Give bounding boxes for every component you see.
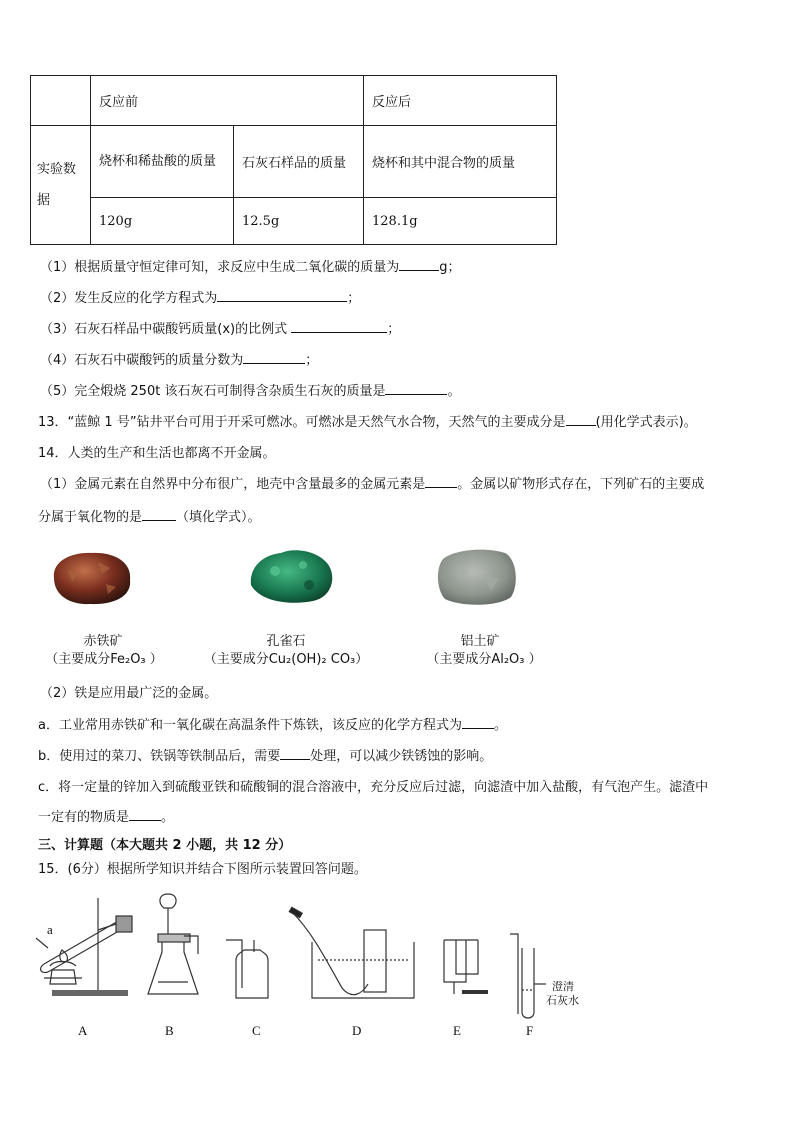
apparatus-b-flask [148, 894, 198, 994]
malachite-image [247, 545, 337, 607]
table-value-2: 12.5g [234, 198, 364, 245]
table-col-beaker-mixture: 烧杯和其中混合物的质量 [364, 126, 557, 198]
table-value-1: 120g [91, 198, 234, 245]
table-row-label: 实验数据 [31, 126, 91, 245]
experiment-data-table [30, 75, 557, 245]
question-14-title: 14．人类的生产和生活也都离不开金属。 [38, 446, 276, 461]
question-15: 15．(6分）根据所学知识并结合下图所示装置回答问题。 [38, 862, 367, 877]
q12-part2: （2）发生反应的化学方程式为 ； [40, 291, 361, 306]
mineral-name-hematite: 赤铁矿 [83, 634, 123, 649]
table-header-after: 反应后 [364, 76, 557, 126]
q12-part4: （4）石灰石中碳酸钙的质量分数为 ； [40, 353, 319, 368]
answer-blank[interactable] [385, 382, 447, 395]
q14-part2-c-line1: c．将一定量的锌加入到硫酸亚铁和硫酸铜的混合溶液中，充分反应后过滤，向滤渣中加入盐酸，有气泡产生。滤渣中 [38, 780, 709, 795]
q12-part3: （3）石灰石样品中碳酸钙质量(x)的比例式 ； [40, 322, 401, 337]
mineral-formula-bauxite: （主要成分Al₂O₃ ） [426, 652, 542, 667]
answer-blank[interactable] [142, 508, 176, 521]
limewater-label-1: 澄清 [552, 980, 574, 993]
q14-part2-b: b．使用过的菜刀、铁锅等铁制品后，需要 处理，可以减少铁锈蚀的影响。 [38, 749, 493, 764]
answer-blank[interactable] [291, 320, 387, 333]
table-header-before: 反应前 [91, 76, 364, 126]
answer-blank[interactable] [217, 289, 347, 302]
mineral-formula-hematite: （主要成分Fe₂O₃ ） [45, 652, 163, 667]
answer-blank[interactable] [425, 475, 457, 488]
apparatus-label-f: F [526, 1023, 534, 1038]
apparatus-figure [30, 890, 570, 1040]
question-13: 13．“蓝鲸 1 号”钻井平台可用于开采可燃冰。可燃冰是天然气水合物，天然气的主要成分是 (用化学式表示)。 [38, 415, 697, 430]
answer-blank[interactable] [462, 716, 494, 729]
apparatus-d-water-trough [289, 907, 414, 998]
section-heading: 三、计算题（本大题共 2 小题，共 12 分） [38, 838, 292, 853]
q14-part2-c-line2: 一定有的物质是 。 [38, 810, 175, 825]
apparatus-label-a: A [78, 1023, 88, 1038]
q12-part1: （1）根据质量守恒定律可知，求反应中生成二氧化碳的质量为 g； [40, 260, 461, 275]
table-col-limestone: 石灰石样品的质量 [234, 126, 364, 198]
apparatus-c-gas-bottle [226, 940, 268, 998]
apparatus-label-b: B [165, 1023, 174, 1038]
apparatus-f-limewater-tube [510, 934, 546, 1018]
apparatus-mark-a: a [47, 922, 53, 937]
bauxite-image [435, 545, 519, 609]
table-col-beaker-acid: 烧杯和稀盐酸的质量 [91, 126, 234, 198]
q14-part1-line2: 分属于氧化物的是 （填化学式）。 [38, 510, 261, 525]
apparatus-a-heating-setup [36, 898, 132, 996]
answer-blank[interactable] [129, 808, 161, 821]
q14-part2-a: a．工业常用赤铁矿和一氧化碳在高温条件下炼铁，该反应的化学方程式为 。 [38, 718, 507, 733]
answer-blank[interactable] [280, 747, 310, 760]
apparatus-e-jar [444, 940, 488, 994]
mineral-name-malachite: 孔雀石 [266, 634, 306, 649]
q14-part2: （2）铁是应用最广泛的金属。 [40, 686, 218, 701]
table-corner-cell [31, 76, 91, 126]
answer-blank[interactable] [399, 258, 439, 271]
limewater-label-2: 石灰水 [546, 994, 579, 1007]
q14-part1-line1: （1）金属元素在自然界中分布很广，地壳中含量最多的金属元素是 。金属以矿物形式存在，下列矿石的主要成 [40, 477, 705, 492]
table-value-3: 128.1g [364, 198, 557, 245]
mineral-formula-malachite: （主要成分Cu₂(OH)₂ CO₃） [203, 652, 369, 667]
apparatus-label-d: D [352, 1023, 362, 1038]
answer-blank[interactable] [243, 351, 305, 364]
q12-part5: （5）完全煅烧 250t 该石灰石可制得含杂质生石灰的质量是 。 [40, 384, 461, 399]
mineral-name-bauxite: 铝土矿 [460, 634, 500, 649]
answer-blank[interactable] [566, 413, 596, 426]
apparatus-label-c: C [252, 1023, 261, 1038]
apparatus-label-e: E [453, 1023, 461, 1038]
hematite-image [48, 548, 134, 608]
